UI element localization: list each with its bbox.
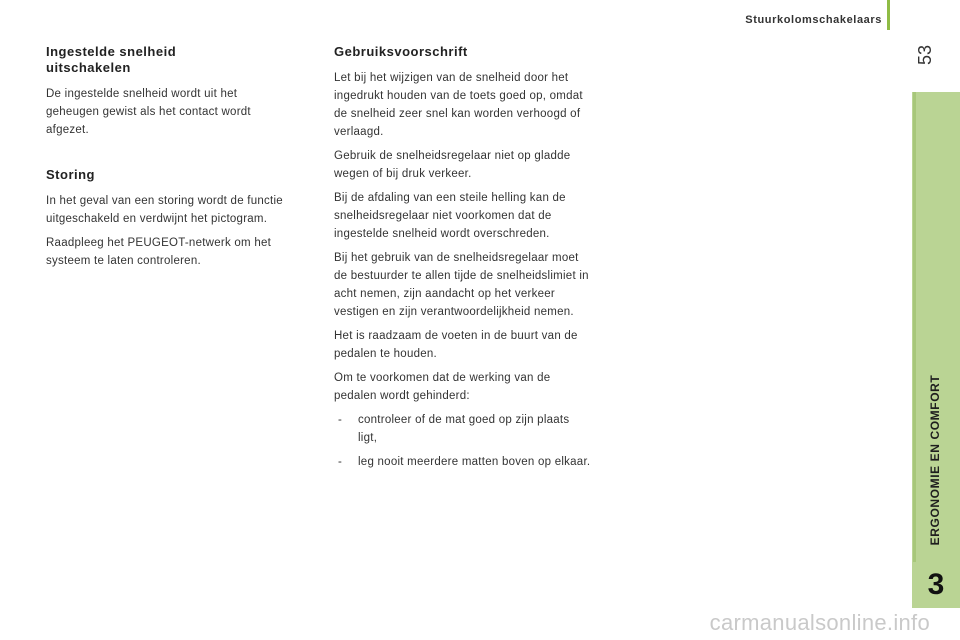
page-number: 53 <box>915 44 935 66</box>
header-accent-bar <box>887 0 890 30</box>
chapter-side-tab-strip <box>913 92 916 562</box>
list-item <box>334 453 608 471</box>
paragraph: Bij de afdaling van een steile helling kan de snelheidsregelaar niet voorkomen dat de ingestelde snelheid wordt overschreden. <box>334 192 566 240</box>
paragraph: Om te voorkomen dat de werking van de pedalen wordt gehinderd: <box>334 372 551 402</box>
paragraph: Let bij het wijzigen van de snelheid door het ingedrukt houden van de toets goed op, omdat de snelheid zeer snel kan worden verhoogd of verlaagd. <box>334 72 583 138</box>
bullet-list <box>334 411 606 471</box>
watermark-link[interactable]: carmanualsonline.info <box>709 610 930 635</box>
list-dash: - <box>338 414 343 426</box>
left-column <box>46 44 318 276</box>
list-item-text: controleer of de mat goed op zijn plaats ligt, <box>358 414 570 444</box>
header-title: Stuurkolomschakelaars <box>745 14 882 26</box>
chapter-title-text: ERGONOMIE EN COMFORT <box>928 374 942 546</box>
paragraph: Bij het gebruik van de snelheidsregelaar moet de bestuurder te allen tijde de snelheidslimiet in acht nemen, zijn aandacht op het verkeer vestigen en zijn verantwoordelijkheid nemen. <box>334 252 589 318</box>
chapter-number: 3 <box>912 562 960 608</box>
list-item <box>334 411 578 447</box>
paragraph: In het geval van een storing wordt de functie uitgeschakeld en verdwijnt het pictogram. <box>46 195 283 225</box>
paragraph: Gebruik de snelheidsregelaar niet op gladde wegen of bij druk verkeer. <box>334 150 571 180</box>
paragraph: Het is raadzaam de voeten in de buurt van de pedalen te houden. <box>334 330 578 360</box>
list-item-text: leg nooit meerdere matten boven op elkaar. <box>358 456 591 468</box>
section-heading-usage-rules: Gebruiksvoorschrift <box>334 44 468 59</box>
section-heading-disable-speed: Ingestelde snelheid uitschakelen <box>46 44 177 75</box>
right-column <box>334 44 606 477</box>
section-heading-storing: Storing <box>46 167 95 182</box>
paragraph: De ingestelde snelheid wordt uit het geheugen gewist als het contact wordt afgezet. <box>46 88 251 136</box>
list-dash: - <box>338 456 343 468</box>
paragraph: Raadpleeg het PEUGEOT-netwerk om het systeem te laten controleren. <box>46 237 272 267</box>
